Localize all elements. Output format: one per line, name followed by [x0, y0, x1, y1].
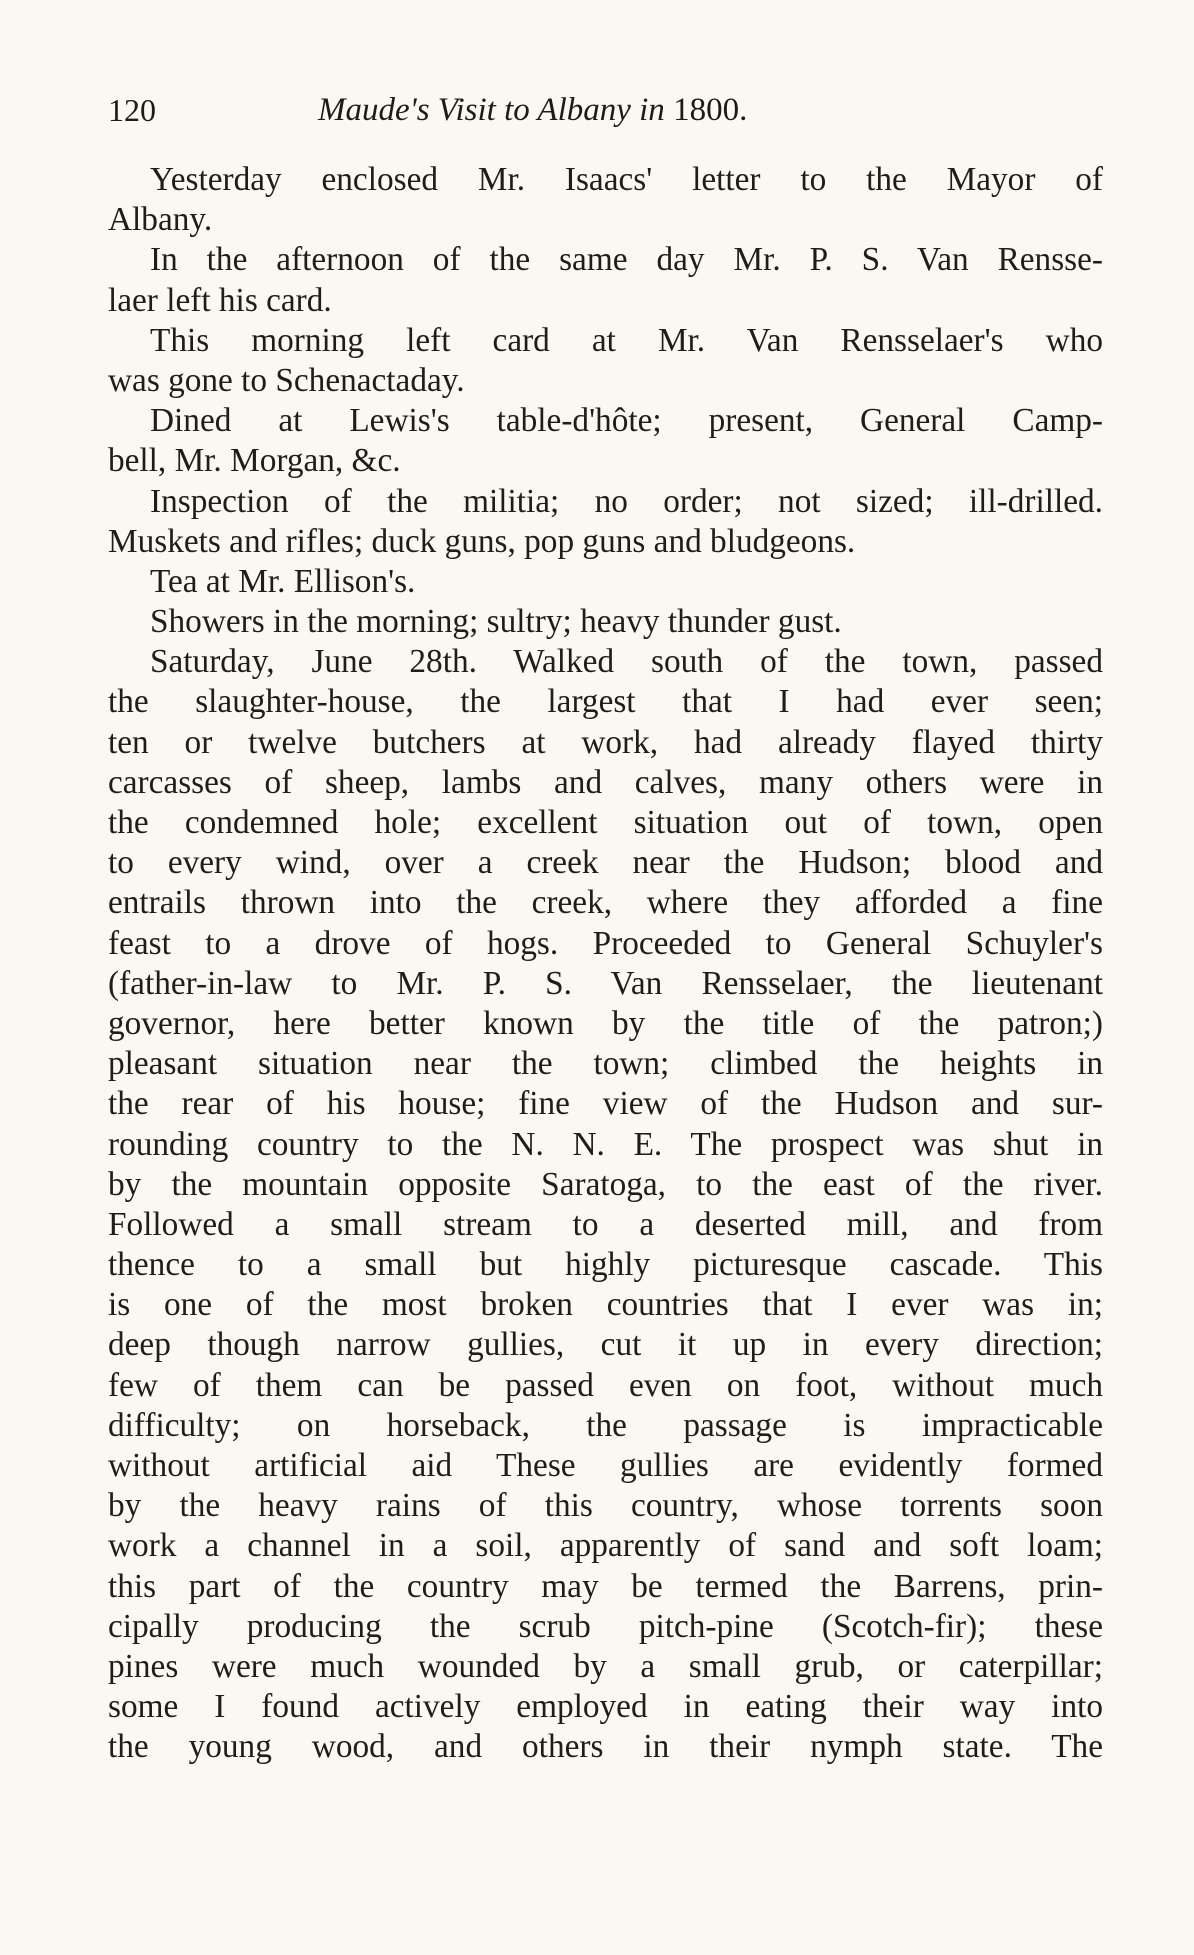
text-line: bell, Mr. Morgan, &c. [108, 442, 401, 480]
running-title-italic: Maude's Visit to Albany in [318, 92, 665, 128]
text-line: (father-in-law to Mr. P. S. Van Rensselaer, the lieutenant [108, 964, 1103, 1002]
text-line: deep though narrow gullies, cut it up in every direction; [108, 1326, 1103, 1364]
text-line: cipally producing the scrub pitch-pine (Scotch-fir); these [108, 1607, 1103, 1645]
text-line: Saturday, June 28th. Walked south of the town, passed [150, 643, 1103, 681]
text-line: In the afternoon of the same day Mr. P. S. Van Rensse- [150, 241, 1103, 279]
text-line: laer left his card. [108, 281, 332, 319]
text-line: without artificial aid These gullies are evidently formed [108, 1447, 1103, 1484]
text-line: carcasses of sheep, lambs and calves, many others were in [108, 763, 1103, 801]
text-line: thence to a small but highly picturesque cascade. This [108, 1246, 1103, 1284]
text-line: governor, here better known by the title of the patron;) [108, 1004, 1103, 1042]
text-line: was gone to Schenactaday. [108, 361, 465, 399]
text-line: Tea at Mr. Ellison's. [150, 562, 416, 600]
running-title [318, 88, 747, 132]
text-line: Dined at Lewis's table-d'hôte; present, General Camp- [150, 402, 1103, 440]
text-line: This morning left card at Mr. Van Rensselaer's who [150, 321, 1103, 359]
text-line: the slaughter-house, the largest that I had ever seen; [108, 683, 1103, 721]
running-title-year: 1800. [664, 92, 748, 128]
text-line: few of them can be passed even on foot, without much [108, 1366, 1103, 1404]
body-text [108, 160, 1103, 1768]
running-header [108, 88, 1103, 132]
text-line: work a channel in a soil, apparently of sand and soft loam; [108, 1527, 1103, 1565]
text-line: pleasant situation near the town; climbed the heights in [108, 1045, 1103, 1083]
text-line: by the heavy rains of this country, whose torrents soon [108, 1487, 1103, 1525]
text-line: entrails thrown into the creek, where they afforded a fine [108, 884, 1103, 922]
page-number: 120 [108, 92, 156, 128]
text-line: difficulty; on horseback, the passage is impracticable [108, 1406, 1103, 1444]
text-line: pines were much wounded by a small grub, or caterpillar; [108, 1647, 1103, 1685]
text-line: the young wood, and others in their nymph state. The [108, 1728, 1103, 1766]
text-line: some I found actively employed in eating their way into [108, 1688, 1103, 1726]
text-line: rounding country to the N. N. E. The prospect was shut in [108, 1125, 1103, 1163]
text-line: feast to a drove of hogs. Proceeded to General Schuyler's [108, 924, 1103, 962]
text-line: by the mountain opposite Saratoga, to the east of the river. [108, 1165, 1103, 1203]
text-line: Yesterday enclosed Mr. Isaacs' letter to the Mayor of [150, 161, 1103, 198]
text-line: ten or twelve butchers at work, had already flayed thirty [108, 723, 1103, 761]
text-line: to every wind, over a creek near the Hudson; blood and [108, 844, 1103, 882]
text-line: this part of the country may be termed the Barrens, prin- [108, 1567, 1103, 1605]
text-line: is one of the most broken countries that I ever was in; [108, 1286, 1103, 1324]
text-line: Albany. [108, 201, 213, 239]
text-line: Inspection of the militia; no order; not sized; ill-drilled. [150, 482, 1103, 520]
text-line: the rear of his house; fine view of the Hudson and sur- [108, 1085, 1103, 1123]
text-line: Followed a small stream to a deserted mill, and from [108, 1205, 1103, 1243]
text-line: Showers in the morning; sultry; heavy thunder gust. [150, 603, 842, 641]
text-line: the condemned hole; excellent situation out of town, open [108, 804, 1103, 841]
text-line: Muskets and rifles; duck guns, pop guns and bludgeons. [108, 522, 856, 560]
